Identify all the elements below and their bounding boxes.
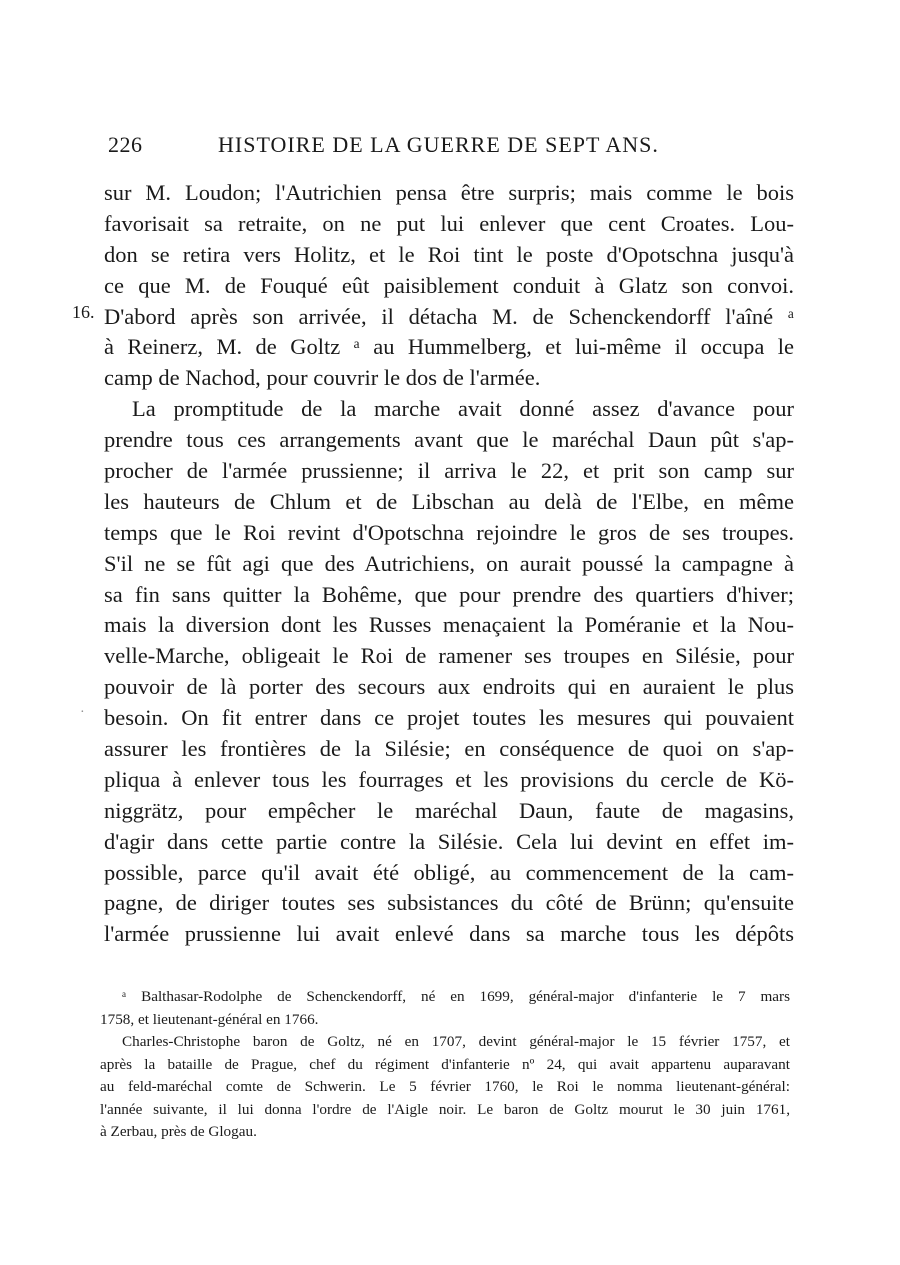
footnote-line: ᵃ Balthasar-Rodolphe de Schenckendorff, né en 1699, général-major d'infanterie le 7 mars <box>122 988 790 1005</box>
text-line: pliqua à enlever tous les fourrages et les provisions du cercle de Kö- <box>104 766 794 792</box>
text-line: velle-Marche, obligeait le Roi de ramener ses troupes en Silésie, pour <box>104 643 794 669</box>
text-line: prendre tous ces arrangements avant que le maréchal Daun pût s'ap- <box>104 427 794 453</box>
footnote-line: 1758, et lieutenant-général en 1766. <box>100 1010 319 1028</box>
text-line: favorisait sa retraite, on ne put lui enlever que cent Croates. Lou- <box>104 210 794 236</box>
text-line: pouvoir de là porter des secours aux endroits qui en auraient le plus <box>104 674 794 700</box>
body-text <box>104 178 794 950</box>
text-line: sa fin sans quitter la Bohême, que pour prendre des quartiers d'hiver; <box>104 581 794 607</box>
text-line: sur M. Loudon; l'Autrichien pensa être surpris; mais comme le bois <box>104 180 794 205</box>
text-line: ce que M. de Fouqué eût paisiblement conduit à Glatz son convoi. <box>104 272 794 298</box>
text-line: don se retira vers Holitz, et le Roi tint le poste d'Opotschna jusqu'à <box>104 241 794 267</box>
text-line: assurer les frontières de la Silésie; en conséquence de quoi on s'ap- <box>104 736 794 762</box>
text-line: D'abord après son arrivée, il détacha M. de Schenckendorff l'aîné ᵃ <box>104 303 794 329</box>
text-line: l'armée prussienne lui avait enlevé dans sa marche tous les dépôts <box>104 921 794 947</box>
text-line: d'agir dans cette partie contre la Silésie. Cela lui devint en effet im- <box>104 828 794 854</box>
footnote-line: Charles-Christophe baron de Goltz, né en 1707, devint général-major le 15 février 1757, et <box>122 1033 790 1050</box>
running-title: HISTOIRE DE LA GUERRE DE SEPT ANS. <box>218 132 659 157</box>
margin-mark: · <box>80 705 85 720</box>
footnote-line: au feld-maréchal comte de Schwerin. Le 5 février 1760, le Roi le nomma lieutenant-général: <box>100 1078 790 1095</box>
text-line: La promptitude de la marche avait donné assez d'avance pour <box>132 396 794 422</box>
text-line: camp de Nachod, pour couvrir le dos de l'armée. <box>104 365 541 391</box>
text-line: pagne, de diriger toutes ses subsistances du côté de Brünn; qu'ensuite <box>104 890 794 916</box>
text-line: possible, parce qu'il avait été obligé, au commencement de la cam- <box>104 859 794 885</box>
page-number: 226 <box>108 132 143 157</box>
text-line: à Reinerz, M. de Goltz ᵃ au Hummelberg, et lui-même il occupa le <box>104 334 794 360</box>
footnote-line: après la bataille de Prague, chef du régiment d'infanterie nº 24, qui avait appartenu auparavant <box>100 1055 790 1073</box>
text-line: niggrätz, pour empêcher le maréchal Daun, faute de magasins, <box>104 797 794 823</box>
margin-note: 16. <box>72 302 95 322</box>
text-line: mais la diversion dont les Russes menaçaient la Poméranie et la Nou- <box>104 612 794 638</box>
text-line: besoin. On fit entrer dans ce projet toutes les mesures qui pouvaient <box>104 705 794 731</box>
text-line: procher de l'armée prussienne; il arriva le 22, et prit son camp sur <box>104 458 794 484</box>
footnote-line: à Zerbau, près de Glogau. <box>100 1123 257 1140</box>
text-line: temps que le Roi revint d'Opotschna rejoindre le gros de ses troupes. <box>104 519 794 545</box>
page-header <box>108 132 798 164</box>
text-line: S'il ne se fût agi que des Autrichiens, on aurait poussé la campagne à <box>104 550 794 576</box>
text-line: les hauteurs de Chlum et de Libschan au delà de l'Elbe, en même <box>104 488 794 514</box>
footnotes <box>100 986 790 1144</box>
footnote-line: l'année suivante, il lui donna l'ordre de l'Aigle noir. Le baron de Goltz mourut le 30 juin 1761, <box>100 1100 790 1118</box>
